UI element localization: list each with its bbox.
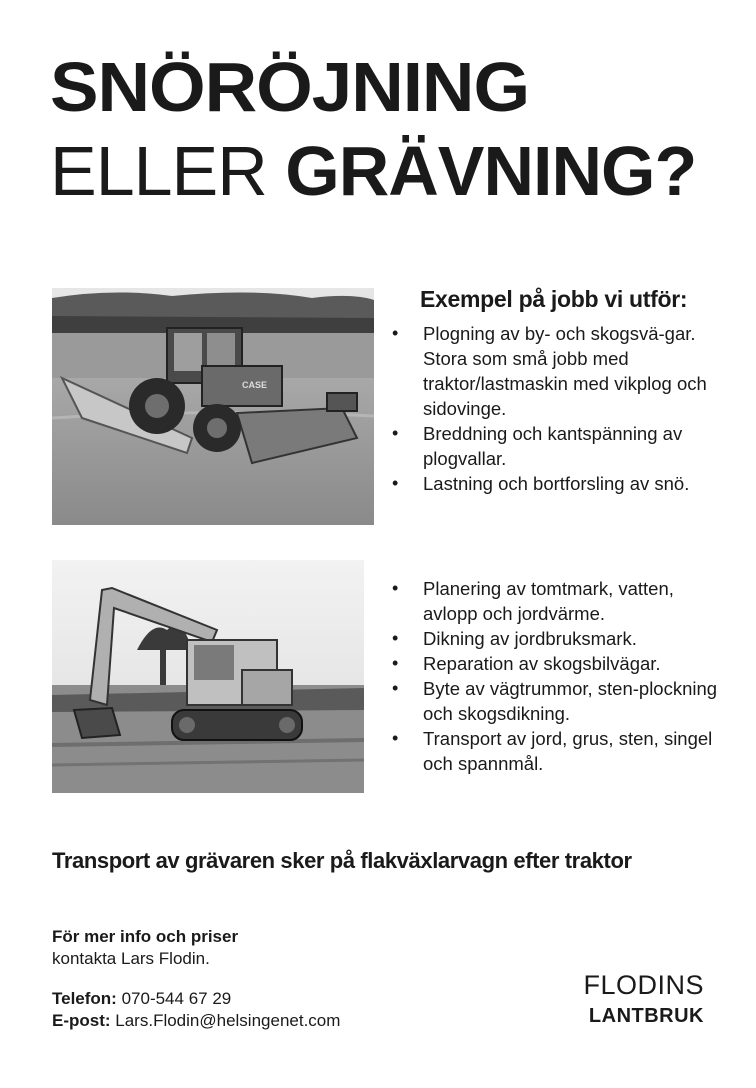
headline-line1: SNÖRÖJNING [50, 48, 530, 126]
list-item: • Lastning och bortforsling av snö. [392, 471, 722, 496]
brand-name: FLODINS [583, 970, 704, 1000]
snow-jobs-list [392, 321, 722, 496]
contact-block [52, 926, 340, 1032]
tractor-plow-photo [52, 288, 374, 525]
phone-number: 070-544 67 29 [116, 989, 232, 1008]
headline-line2 [50, 132, 697, 210]
list-item: • Reparation av skogsbilvägar. [392, 651, 722, 676]
tractor-brand-text: CASE [242, 380, 268, 390]
email-label: E-post: [52, 1011, 111, 1030]
excavator-photo [52, 560, 364, 793]
transport-note: Transport av grävaren sker på flakväxlarvagn efter traktor [52, 848, 632, 873]
brand-sub: LANTBRUK [588, 1005, 704, 1027]
list-item: • Dikning av jordbruksmark. [392, 626, 722, 651]
contact-heading: För mer info och priser [52, 927, 239, 946]
email-address: Lars.Flodin@helsingenet.com [110, 1011, 341, 1030]
brand-logo [583, 970, 704, 1028]
headline-line2-bold: GRÄVNING? [285, 132, 697, 210]
jobs-list-title: Exempel på jobb vi utför: [420, 286, 688, 312]
phone-label: Telefon: [52, 989, 117, 1008]
headline-line2-thin: ELLER [50, 132, 286, 210]
list-item: • Planering av tomtmark, vatten, avlopp och jordvärme. [392, 576, 722, 626]
digging-jobs-list [392, 576, 722, 776]
list-item: • Transport av jord, grus, sten, singel och spannmål. [392, 726, 722, 776]
list-item: • Plogning av by- och skogsvä-gar. Stora som små jobb med traktor/lastmaskin med vikplog och sidovinge. [392, 321, 722, 421]
contact-line: kontakta Lars Flodin. [52, 949, 210, 968]
email-row [52, 1010, 340, 1032]
headline [50, 48, 697, 210]
list-item: • Breddning och kantspänning av plogvallar. [392, 421, 722, 471]
list-item: • Byte av vägtrummor, sten-plockning och skogsdikning. [392, 676, 722, 726]
phone-row [52, 988, 340, 1010]
